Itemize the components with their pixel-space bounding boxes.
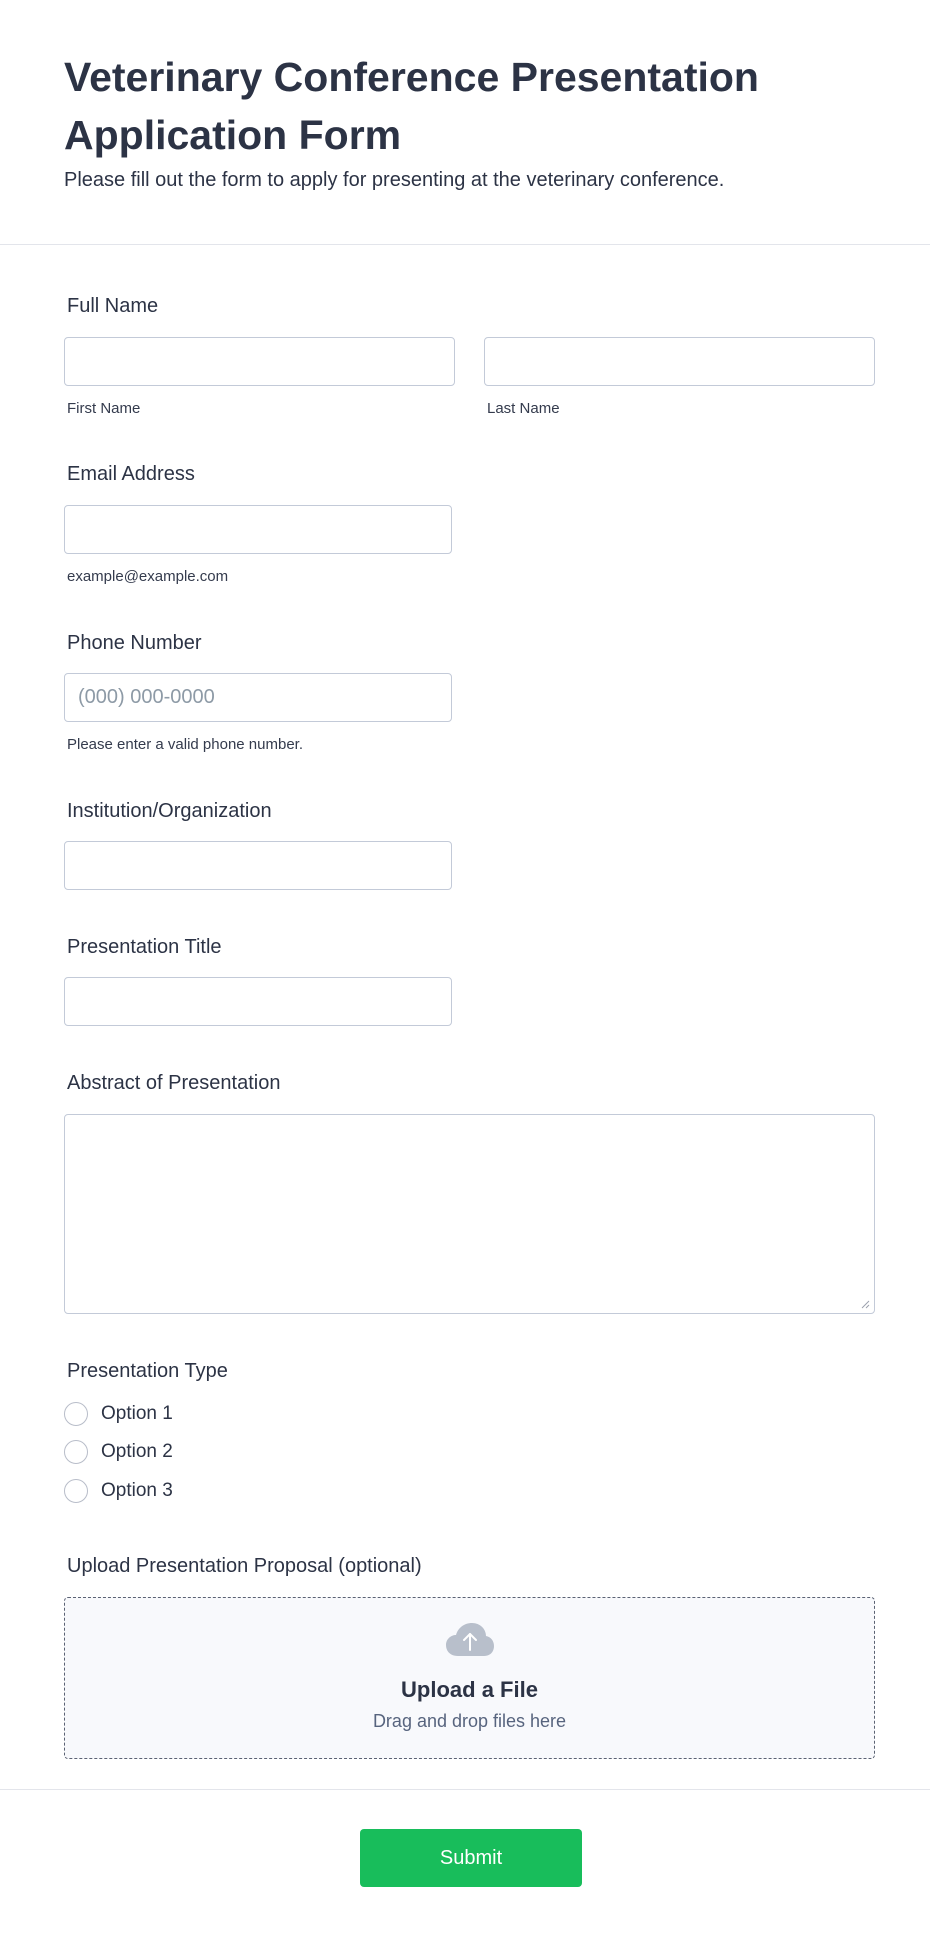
last-name-sublabel: Last Name bbox=[487, 400, 560, 417]
abstract-textarea[interactable] bbox=[64, 1114, 875, 1314]
email-input[interactable] bbox=[64, 505, 452, 554]
upload-title: Upload a File bbox=[401, 1677, 538, 1702]
radio-circle-icon[interactable] bbox=[64, 1440, 88, 1464]
email-label: Email Address bbox=[67, 463, 195, 485]
cloud-upload-icon bbox=[446, 1623, 494, 1657]
radio-option-label: Option 2 bbox=[101, 1441, 173, 1462]
presentation-type-label: Presentation Type bbox=[67, 1360, 228, 1382]
radio-option-label: Option 3 bbox=[101, 1480, 173, 1501]
phone-input[interactable] bbox=[64, 673, 452, 722]
radio-circle-icon[interactable] bbox=[64, 1402, 88, 1426]
full-name-label: Full Name bbox=[67, 295, 159, 317]
institution-label: Institution/Organization bbox=[67, 800, 272, 822]
first-name-sublabel: First Name bbox=[67, 400, 141, 417]
institution-input[interactable] bbox=[64, 841, 452, 890]
upload-subtitle: Drag and drop files here bbox=[372, 1711, 567, 1731]
footer-divider bbox=[0, 1789, 930, 1790]
upload-label: Upload Presentation Proposal (optional) bbox=[67, 1555, 422, 1577]
page-title: Veterinary Conference Presentation Application Form bbox=[64, 54, 759, 158]
presentation-title-label: Presentation Title bbox=[67, 936, 222, 958]
submit-button[interactable]: Submit bbox=[360, 1829, 582, 1887]
email-sublabel: example@example.com bbox=[67, 568, 229, 585]
resize-grip-icon[interactable] bbox=[860, 1299, 870, 1309]
first-name-input[interactable] bbox=[64, 337, 455, 386]
form-header bbox=[0, 0, 930, 245]
phone-sublabel: Please enter a valid phone number. bbox=[67, 736, 303, 753]
presentation-title-input[interactable] bbox=[64, 977, 452, 1026]
radio-option-label: Option 1 bbox=[101, 1403, 173, 1424]
abstract-label: Abstract of Presentation bbox=[67, 1072, 281, 1094]
radio-circle-icon[interactable] bbox=[64, 1479, 88, 1503]
page-subtitle: Please fill out the form to apply for presenting at the veterinary conference. bbox=[64, 169, 725, 191]
phone-label: Phone Number bbox=[67, 632, 202, 654]
last-name-input[interactable] bbox=[484, 337, 875, 386]
file-upload-dropzone[interactable] bbox=[64, 1597, 875, 1759]
